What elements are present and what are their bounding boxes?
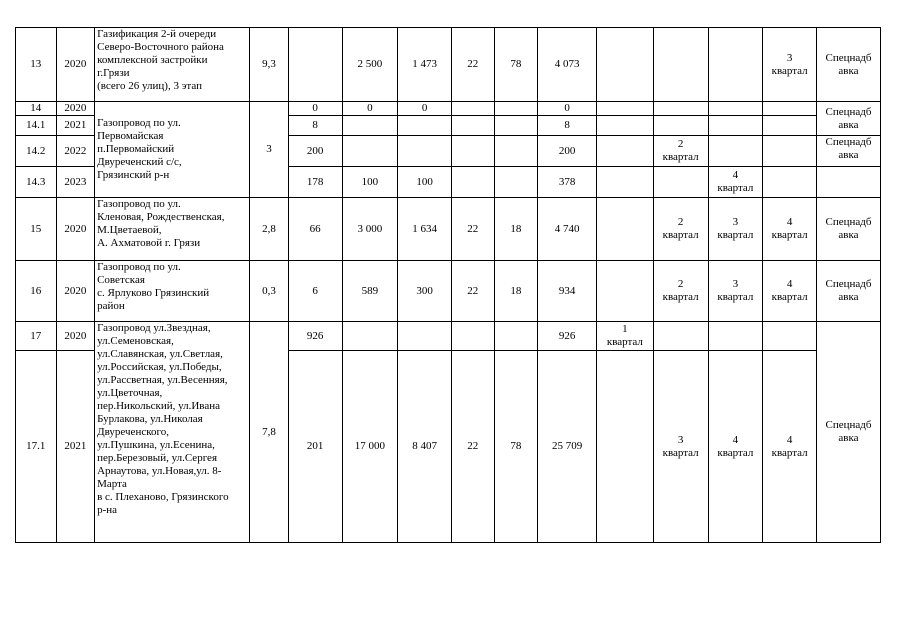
cell-q3: 4 квартал (708, 351, 763, 543)
row-year: 2022 (56, 136, 95, 167)
cell-c8 (452, 116, 495, 136)
cell-c6: 0 (342, 102, 398, 116)
row-description: Газопровод по ул. Первомайская п.Первомайский Двуреченский с/с, Грязинский р-н (95, 102, 250, 198)
cell-c6: 100 (342, 167, 398, 198)
cell-c6: 17 000 (342, 351, 398, 543)
row-year: 2020 (56, 102, 95, 116)
cell-c6 (342, 322, 398, 351)
cell-c8 (452, 136, 495, 167)
cell-q1 (596, 28, 653, 102)
cell-q4: 4 квартал (763, 351, 817, 543)
cell-q2: 2 квартал (653, 136, 708, 167)
row-number: 14.3 (16, 167, 57, 198)
cell-q1 (596, 136, 653, 167)
cell-executor: Спецнадб авка (817, 28, 881, 102)
cell-c9 (494, 322, 538, 351)
cell-q2 (653, 322, 708, 351)
cell-executor: Спецнадб авка (817, 102, 881, 136)
cell-q3 (708, 102, 763, 116)
row-length: 0,3 (250, 261, 289, 322)
cell-c5: 178 (288, 167, 342, 198)
row-number: 14 (16, 102, 57, 116)
cell-c5 (288, 28, 342, 102)
cell-c7: 1 473 (398, 28, 452, 102)
cell-c7: 100 (398, 167, 452, 198)
cell-c6 (342, 136, 398, 167)
cell-q1 (596, 102, 653, 116)
cell-c7 (398, 116, 452, 136)
cell-total: 934 (538, 261, 597, 322)
table-row (16, 261, 881, 322)
cell-total: 4 073 (538, 28, 597, 102)
cell-c7: 300 (398, 261, 452, 322)
cell-q2 (653, 102, 708, 116)
cell-c8 (452, 102, 495, 116)
cell-c5: 926 (288, 322, 342, 351)
cell-q3 (708, 136, 763, 167)
cell-c7: 8 407 (398, 351, 452, 543)
cell-total: 378 (538, 167, 597, 198)
cell-q4 (763, 136, 817, 167)
cell-executor: Спецнадб авка (817, 136, 881, 167)
cell-q4 (763, 102, 817, 116)
cell-executor: Спецнадб авка (817, 198, 881, 261)
cell-q3 (708, 322, 763, 351)
cell-q4 (763, 116, 817, 136)
row-description: Газификация 2-й очереди Северо-Восточного района комплексной застройки г.Грязи (всего 26 улиц), 3 этап (95, 28, 250, 102)
row-length: 3 (250, 102, 289, 198)
row-number: 14.1 (16, 116, 57, 136)
row-number: 17.1 (16, 351, 57, 543)
cell-total: 0 (538, 102, 597, 116)
cell-c5: 8 (288, 116, 342, 136)
cell-c6 (342, 116, 398, 136)
cell-c9: 18 (494, 261, 538, 322)
row-number: 14.2 (16, 136, 57, 167)
cell-c7 (398, 322, 452, 351)
row-year: 2021 (56, 116, 95, 136)
cell-c7: 0 (398, 102, 452, 116)
row-description: Газопровод по ул. Кленовая, Рождественская, М.Цветаевой, А. Ахматовой г. Грязи (95, 198, 250, 261)
cell-c9 (494, 136, 538, 167)
cell-q2: 2 квартал (653, 198, 708, 261)
cell-q1 (596, 116, 653, 136)
cell-q1 (596, 198, 653, 261)
row-number: 16 (16, 261, 57, 322)
cell-q1 (596, 351, 653, 543)
row-year: 2020 (56, 261, 95, 322)
row-year: 2023 (56, 167, 95, 198)
row-number: 13 (16, 28, 57, 102)
cell-q2 (653, 116, 708, 136)
row-length: 7,8 (250, 322, 289, 543)
cell-q4 (763, 167, 817, 198)
cell-q3 (708, 116, 763, 136)
cell-total: 4 740 (538, 198, 597, 261)
row-length: 9,3 (250, 28, 289, 102)
cell-q4: 4 квартал (763, 261, 817, 322)
cell-c9: 78 (494, 351, 538, 543)
cell-q1 (596, 167, 653, 198)
row-number: 15 (16, 198, 57, 261)
cell-c8 (452, 322, 495, 351)
cell-c5: 200 (288, 136, 342, 167)
cell-executor: Спецнадб авка (817, 261, 881, 322)
cell-q2: 3 квартал (653, 351, 708, 543)
cell-q3: 3 квартал (708, 198, 763, 261)
row-year: 2020 (56, 322, 95, 351)
cell-executor (817, 167, 881, 198)
row-number: 17 (16, 322, 57, 351)
cell-c5: 0 (288, 102, 342, 116)
cell-c7: 1 634 (398, 198, 452, 261)
cell-q4: 4 квартал (763, 198, 817, 261)
cell-q2 (653, 167, 708, 198)
cell-c9 (494, 116, 538, 136)
cell-c9: 18 (494, 198, 538, 261)
row-year: 2020 (56, 198, 95, 261)
table-row (16, 322, 881, 351)
cell-c5: 6 (288, 261, 342, 322)
cell-c6: 2 500 (342, 28, 398, 102)
table-row (16, 102, 881, 116)
cell-c8: 22 (452, 351, 495, 543)
cell-q4 (763, 322, 817, 351)
cell-q3: 3 квартал (708, 261, 763, 322)
cell-c8: 22 (452, 261, 495, 322)
table-row (16, 198, 881, 261)
cell-c9: 78 (494, 28, 538, 102)
row-length: 2,8 (250, 198, 289, 261)
cell-c8: 22 (452, 198, 495, 261)
row-year: 2021 (56, 351, 95, 543)
cell-c9 (494, 102, 538, 116)
cell-c6: 589 (342, 261, 398, 322)
table-row (16, 28, 881, 102)
cell-q3: 4 квартал (708, 167, 763, 198)
cell-total: 8 (538, 116, 597, 136)
cell-total: 25 709 (538, 351, 597, 543)
cell-q3 (708, 28, 763, 102)
cell-q1: 1 квартал (596, 322, 653, 351)
cell-q2: 2 квартал (653, 261, 708, 322)
cell-c6: 3 000 (342, 198, 398, 261)
cell-c8 (452, 167, 495, 198)
cell-executor: Спецнадб авка (817, 322, 881, 543)
cell-c5: 201 (288, 351, 342, 543)
row-description: Газопровод по ул. Советская с. Ярлуково Грязинский район (95, 261, 250, 322)
investment-table (15, 27, 881, 543)
cell-total: 926 (538, 322, 597, 351)
row-description: Газопровод ул.Звездная, ул.Семеновская, ул.Славянская, ул.Светлая, ул.Российская, ул.Победы, ул.Рассветная, ул.Весенняя, ул.Цветочная, пер.Никольский, ул.Ивана Бурлакова, ул.Николая Двуреченского, ул.Пушкина, ул.Есенина, пер.Березовый, ул.Сергея Арнаутова, ул.Новая,ул. 8- Марта в с. Плеханово, Грязинского р-на (95, 322, 250, 543)
cell-total: 200 (538, 136, 597, 167)
cell-c7 (398, 136, 452, 167)
cell-c5: 66 (288, 198, 342, 261)
cell-q2 (653, 28, 708, 102)
cell-q4: 3 квартал (763, 28, 817, 102)
cell-q1 (596, 261, 653, 322)
cell-c9 (494, 167, 538, 198)
cell-c8: 22 (452, 28, 495, 102)
row-year: 2020 (56, 28, 95, 102)
